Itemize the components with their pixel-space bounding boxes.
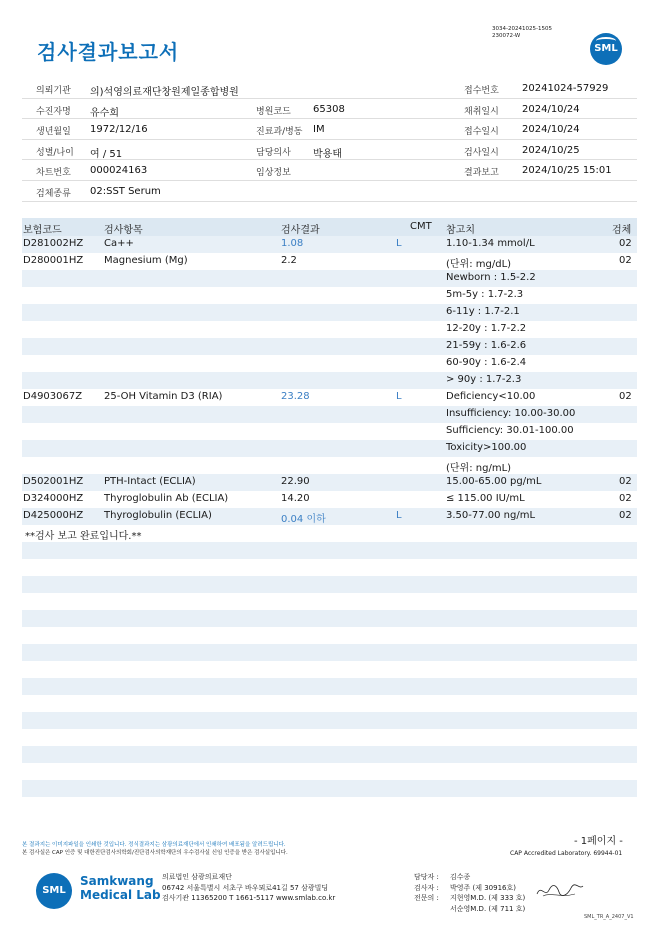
cell-item: 25-OH Vitamin D3 (RIA) [104, 391, 223, 402]
table-row [22, 440, 637, 457]
empty-row [22, 559, 637, 576]
info-value: IM [313, 124, 325, 136]
document-code-line-2: 230072-W [492, 33, 521, 39]
table-row [22, 389, 637, 406]
empty-row [22, 729, 637, 746]
cell-ref: 3.50-77.00 ng/mL [446, 510, 536, 521]
table-row [22, 474, 637, 491]
cell-result: 0.04 이하 [281, 514, 326, 525]
table-row [22, 491, 637, 508]
cell-ref: 12-20y : 1.7-2.2 [446, 323, 527, 334]
staff-name: 서순영M.D. (제 711 호) [450, 904, 526, 913]
info-label: 차트번호 [36, 168, 71, 179]
cell-spec: 02 [619, 391, 632, 402]
cell-ref: 60-90y : 1.6-2.4 [446, 357, 527, 368]
bottom-notes [22, 841, 288, 857]
cell-ref: > 90y : 1.7-2.3 [446, 374, 522, 385]
info-row [22, 140, 637, 161]
cell-ref: 21-59y : 1.6-2.6 [446, 340, 527, 351]
cap-accreditation: CAP Accredited Laboratory. 69944-01 [510, 850, 623, 857]
cell-spec: 02 [619, 238, 632, 249]
table-row [22, 372, 637, 389]
info-value: 유수희 [90, 107, 119, 119]
patient-info-section [22, 78, 637, 202]
info-label: 접수일시 [464, 127, 499, 138]
table-row [22, 457, 637, 474]
cell-result: 22.90 [281, 476, 310, 487]
org-name: 의료법인 삼광의료재단 [162, 873, 232, 881]
staff-role: 전문의 : [414, 894, 439, 902]
cell-item: Thyroglobulin (ECLIA) [104, 510, 212, 521]
cell-ref: Deficiency<10.00 [446, 391, 536, 402]
report-complete-note: **검사 보고 완료입니다.** [25, 531, 142, 542]
cell-cmt: L [396, 391, 402, 402]
empty-row [22, 746, 637, 763]
certification-notice: 본 검사실은 CAP 인증 및 대한진단검사의학회/진단검사의학재단의 우수검사실 신임 인증을 받은 검사실입니다. [22, 850, 288, 856]
cell-code: D281002HZ [23, 238, 84, 249]
info-label: 접수번호 [464, 86, 499, 96]
empty-row [22, 678, 637, 695]
info-label: 담당의사 [256, 147, 291, 158]
results-table [22, 218, 637, 814]
empty-row [22, 712, 637, 729]
info-row [22, 160, 637, 181]
cell-result: 23.28 [281, 391, 310, 402]
info-label: 수진자명 [36, 106, 71, 117]
info-row [22, 99, 637, 120]
info-value: 1972/12/16 [90, 124, 148, 136]
table-row [22, 423, 637, 440]
table-body [22, 236, 637, 814]
header-result: 검사결과 [281, 225, 320, 236]
empty-row [22, 542, 637, 559]
info-value: 20241024-57929 [522, 83, 609, 94]
info-value: 000024163 [90, 165, 148, 177]
info-value: 02:SST Serum [90, 185, 161, 197]
table-row [22, 525, 637, 542]
cell-spec: 02 [619, 255, 632, 266]
form-code: SML_TR_A_2407_V1 [584, 914, 634, 920]
header-specimen: 검체 [612, 225, 632, 236]
header-cmt: CMT [410, 221, 432, 232]
table-row [22, 321, 637, 338]
brand-line-1: Samkwang [80, 874, 154, 888]
cell-code: D425000HZ [23, 510, 84, 521]
cell-ref: 1.10-1.34 mmol/L [446, 238, 535, 249]
header-code: 보험코드 [23, 225, 62, 236]
info-label: 검사일시 [464, 147, 499, 158]
document-code [492, 26, 552, 40]
empty-row [22, 797, 637, 814]
footer-address [162, 872, 335, 904]
info-value: 박용태 [313, 148, 342, 160]
info-label: 성별/나이 [36, 147, 74, 158]
cell-spec: 02 [619, 493, 632, 504]
info-value: 2024/10/25 [522, 144, 580, 156]
cell-result: 14.20 [281, 493, 310, 504]
info-label: 병원코드 [256, 106, 291, 117]
info-value: 2024/10/25 15:01 [522, 165, 612, 177]
cell-item: Thyroglobulin Ab (ECLIA) [104, 493, 229, 504]
cell-ref: 15.00-65.00 pg/mL [446, 476, 542, 487]
cell-cmt: L [396, 510, 402, 521]
empty-row [22, 763, 637, 780]
table-row [22, 355, 637, 372]
staff-line [414, 883, 525, 894]
cell-item: Ca++ [104, 238, 134, 249]
footer-brand [80, 874, 161, 902]
cell-spec: 02 [619, 510, 632, 521]
page-number: - 1페이지 - [574, 836, 623, 847]
info-label: 임상정보 [256, 168, 291, 179]
empty-row [22, 627, 637, 644]
table-row [22, 270, 637, 287]
print-notice: 본 결과지는 이미지파일을 인쇄한 것입니다. 정식결과지는 삼광의료재단에서 인쇄하여 배포됨을 알려드립니다. [22, 842, 286, 848]
cell-code: D324000HZ [23, 493, 84, 504]
header-ref: 참고치 [446, 225, 475, 236]
info-label: 의뢰기관 [36, 86, 71, 96]
staff-name: 지현영M.D. (제 333 호) [450, 894, 526, 902]
info-label: 생년월일 [36, 127, 71, 138]
info-label: 진료과/병동 [256, 127, 303, 138]
cell-code: D4903067Z [23, 391, 83, 402]
staff-line [414, 893, 525, 904]
cell-code: D502001HZ [23, 476, 84, 487]
cell-ref: (단위: mg/dL) [446, 259, 512, 270]
cell-ref: Toxicity>100.00 [446, 442, 527, 453]
address: 06742 서울특별시 서초구 바우뫼로41길 57 삼광빌딩 [162, 883, 329, 892]
table-header [22, 218, 637, 236]
cell-ref: Insufficiency: 10.00-30.00 [446, 408, 576, 419]
info-value: 2024/10/24 [522, 103, 580, 115]
cell-spec: 02 [619, 476, 632, 487]
table-row [22, 236, 637, 253]
cell-ref: Newborn : 1.5-2.2 [446, 272, 536, 283]
empty-row [22, 576, 637, 593]
cell-ref: ≤ 115.00 IU/mL [446, 493, 525, 504]
table-row [22, 253, 637, 270]
cell-result: 1.08 [281, 238, 304, 249]
staff-role: 검사자 : [414, 883, 439, 892]
info-label: 결과보고 [464, 168, 499, 179]
table-row [22, 287, 637, 304]
staff-name: 김수종 [450, 873, 471, 881]
info-row [22, 78, 637, 99]
staff-role: 담당자 : [414, 873, 439, 881]
staff-line [414, 904, 525, 915]
staff-name: 박영주 (제 30916호) [450, 883, 516, 892]
table-row [22, 508, 637, 525]
info-row [22, 181, 637, 202]
info-label: 검체종류 [36, 188, 71, 199]
cell-ref: (단위: ng/mL) [446, 463, 512, 474]
cell-ref: 5m-5y : 1.7-2.3 [446, 289, 524, 300]
info-row [22, 119, 637, 140]
footer-staff [414, 872, 525, 914]
cell-ref: Sufficiency: 30.01-100.00 [446, 425, 574, 436]
table-row [22, 338, 637, 355]
empty-row [22, 661, 637, 678]
header-item: 검사항목 [104, 225, 143, 236]
table-row [22, 304, 637, 321]
sml-logo-icon: SML [590, 33, 622, 65]
empty-row [22, 593, 637, 610]
info-value: 65308 [313, 103, 345, 115]
info-label: 채취일시 [464, 106, 499, 117]
cell-result: 2.2 [281, 255, 297, 266]
empty-row [22, 610, 637, 627]
cell-code: D280001HZ [23, 255, 84, 266]
empty-row [22, 695, 637, 712]
cell-item: Magnesium (Mg) [104, 255, 188, 266]
staff-line [414, 872, 525, 883]
cell-ref: 6-11y : 1.7-2.1 [446, 306, 520, 317]
info-value: 의)석영의료재단창원제일종합병원 [90, 87, 239, 98]
document-code-line-1: 3034-20241025-1505 [492, 26, 552, 32]
footer-logo-icon: SML [36, 873, 72, 909]
table-row [22, 406, 637, 423]
page-title: 검사결과보고서 [37, 40, 180, 64]
contact: 검사기관 11365200 T 1661-5117 www.smlab.co.kr [162, 894, 336, 902]
empty-row [22, 780, 637, 797]
signature-icon [535, 880, 585, 902]
cell-item: PTH-Intact (ECLIA) [104, 476, 196, 487]
info-value: 여 / 51 [90, 148, 123, 160]
info-value: 2024/10/24 [522, 124, 580, 136]
empty-row [22, 644, 637, 661]
brand-line-2: Medical Lab [80, 888, 161, 902]
cell-cmt: L [396, 238, 402, 249]
